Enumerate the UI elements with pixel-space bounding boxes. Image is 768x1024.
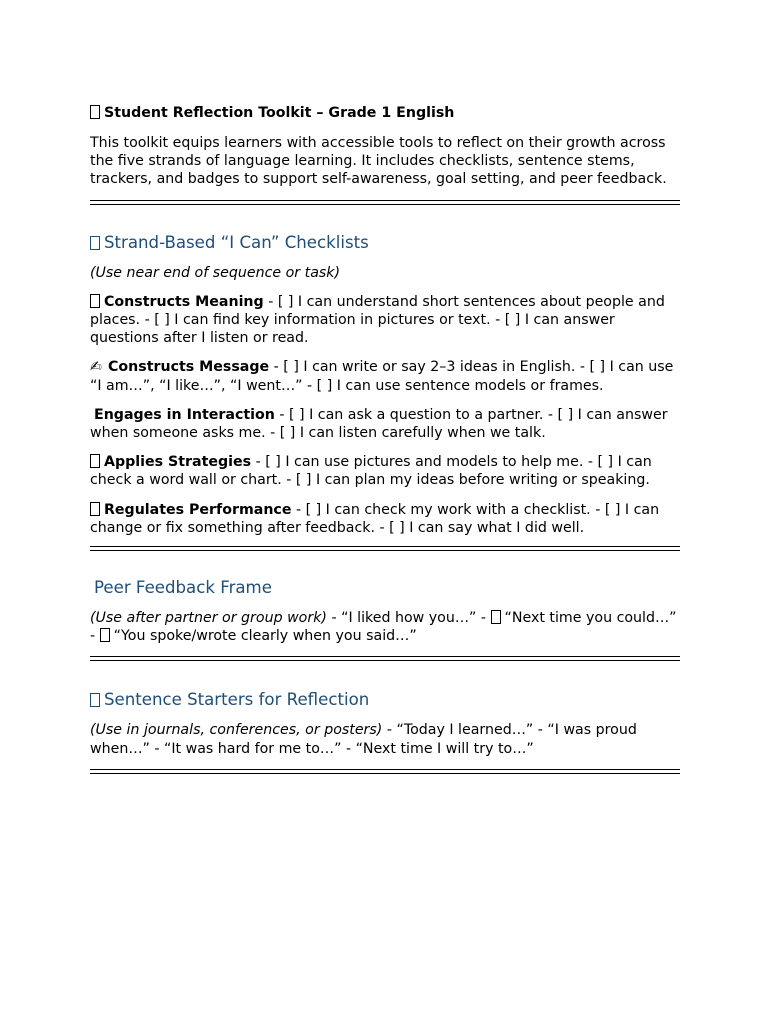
missing-glyph-icon xyxy=(90,294,100,308)
section-divider xyxy=(90,546,680,551)
checklist-item xyxy=(90,293,680,348)
missing-glyph-icon xyxy=(90,502,100,516)
missing-glyph-icon xyxy=(90,454,100,468)
peer-text-3: “You spoke/wrote clearly when you said…” xyxy=(113,628,417,645)
missing-glyph-icon xyxy=(491,610,501,624)
section-divider xyxy=(90,200,680,205)
checklist-item-title: Constructs Meaning xyxy=(104,293,264,310)
checklist-item-text: - [ ] I can use pictures and models to help me. - [ ] I can check a word wall or chart. - [ ] I can plan my ideas before writing or speaking. xyxy=(90,454,652,489)
checklist-item xyxy=(90,358,680,394)
starters-paragraph xyxy=(90,721,680,757)
section-divider xyxy=(90,656,680,661)
checklist-item-title: Applies Strategies xyxy=(104,454,252,471)
peer-text-2: “Next time you could…” - xyxy=(90,610,677,645)
checklist-item-title: Regulates Performance xyxy=(104,501,292,518)
peer-feedback-paragraph xyxy=(90,609,680,645)
checklist-item xyxy=(90,406,680,442)
document-title-row xyxy=(90,104,680,122)
peer-feedback-section xyxy=(90,578,680,645)
missing-glyph-icon xyxy=(90,693,100,707)
checklist-item xyxy=(90,453,680,489)
missing-glyph-icon xyxy=(100,628,110,642)
checklist-item-text: - [ ] I can ask a question to a partner. - [ ] I can answer when someone asks me. - [ ] I can listen carefully when we talk. xyxy=(90,406,668,442)
checklist-item xyxy=(90,501,680,537)
writing-hand-icon: ✍ xyxy=(90,359,102,376)
checklists-heading-row xyxy=(90,233,680,253)
starters-heading: Sentence Starters for Reflection xyxy=(104,690,370,710)
intro-paragraph: This toolkit equips learners with accessible tools to reflect on their growth across the five strands of language learning. It includes checklists, sentence stems, trackers, and badges to support self-awareness, goal setting, and peer feedback. xyxy=(90,135,667,188)
checklists-note: (Use near end of sequence or task) xyxy=(90,264,341,281)
peer-note: (Use after partner or group work) xyxy=(90,610,327,627)
checklist-item-text: - [ ] I can write or say 2–3 ideas in English. - [ ] I can use “I am…”, “I like…”, “I went…” - [ ] I can use sentence models or frames. xyxy=(90,359,674,394)
starters-heading-row xyxy=(90,690,680,710)
sentence-starters-section xyxy=(90,690,680,757)
peer-heading-row xyxy=(90,578,680,598)
missing-glyph-icon xyxy=(90,105,100,119)
document-title: Student Reflection Toolkit – Grade 1 English xyxy=(104,105,455,121)
peer-text-1: - “I liked how you…” - xyxy=(326,610,491,627)
document-page xyxy=(90,104,680,774)
starters-text: - “Today I learned…” - “I was proud when…” - “It was hard for me to…” - “Next time I will try to…” xyxy=(90,722,637,757)
checklists-heading: Strand-Based “I Can” Checklists xyxy=(104,232,369,252)
checklist-item-text: - [ ] I can understand short sentences about people and places. - [ ] I can find key information in pictures or text. - [ ] I can answer questions after I listen or read. xyxy=(90,293,665,347)
missing-glyph-icon xyxy=(90,236,100,250)
checklist-item-title: Constructs Message xyxy=(108,359,270,376)
checklist-item-title: Engages in Interaction xyxy=(94,406,275,423)
checklists-section xyxy=(90,233,680,537)
section-divider xyxy=(90,769,680,774)
checklist-item-text: - [ ] I can check my work with a checklist. - [ ] I can change or fix something after feedback. - [ ] I can say what I did well. xyxy=(90,501,660,536)
starters-note: (Use in journals, conferences, or posters) xyxy=(90,722,383,739)
peer-heading: Peer Feedback Frame xyxy=(94,578,272,598)
